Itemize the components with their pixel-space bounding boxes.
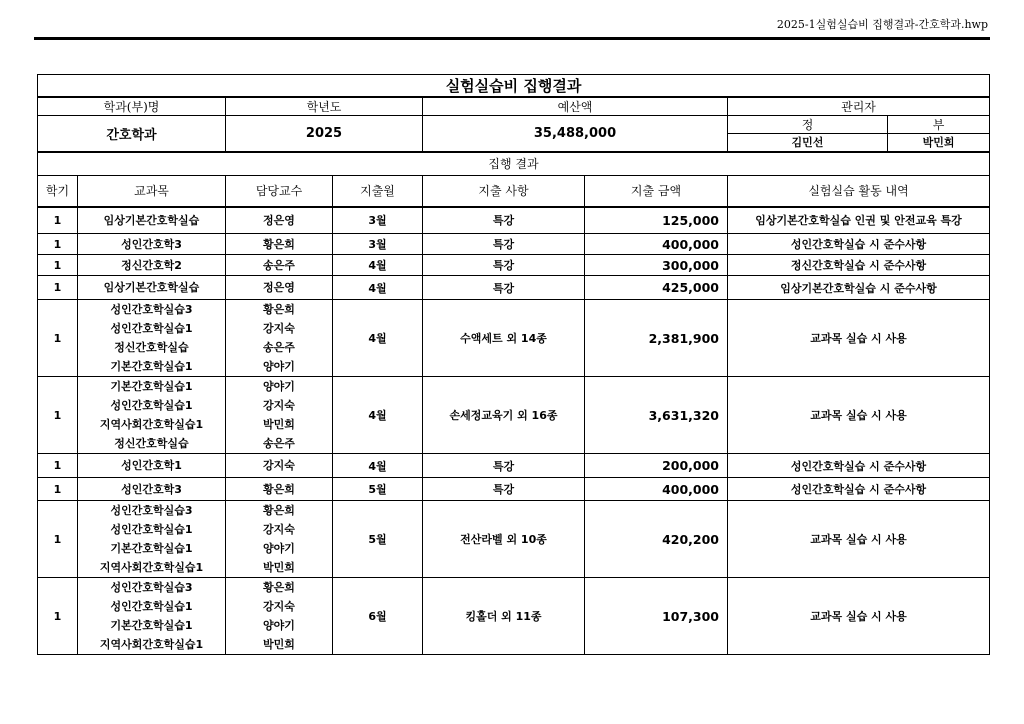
professor-cell-line: 박민희 [263,638,295,651]
subject-cell [78,454,226,478]
table-row [38,300,990,377]
professor-cell [226,478,333,501]
subject-cell-line: 지역사회간호학실습1 [99,418,204,431]
month-cell: 6월 [333,578,423,655]
month-cell: 3월 [333,234,423,255]
month-cell: 4월 [333,255,423,276]
section-label: 집행 결과 [38,152,990,176]
secondary-manager-label: 부 [888,116,990,134]
subject-cell-line: 성인간호학실습3 [110,303,193,316]
subject-cell [78,234,226,255]
professor-cell-line: 송은주 [263,437,295,450]
semester-cell: 1 [38,276,78,300]
table-row [38,255,990,276]
professor-cell-line: 강지숙 [263,600,295,613]
professor-cell [226,276,333,300]
subject-cell [78,255,226,276]
professor-cell-line: 강지숙 [263,523,295,536]
item-cell: 킹홀더 외 11종 [423,578,585,655]
subject-cell [78,300,226,377]
subject-cell-line: 기본간호학실습1 [110,619,193,632]
professor-cell [226,300,333,377]
table-row [38,234,990,255]
activity-cell: 교과목 실습 시 사용 [728,501,990,578]
budget-value: 35,488,000 [423,116,728,152]
month-cell: 4월 [333,276,423,300]
budget-label: 예산액 [423,97,728,116]
secondary-manager-name: 박민희 [888,134,990,152]
document-filename: 2025-1실험실습비 집행결과-간호학과.hwp [776,18,988,31]
header-rule [34,37,990,40]
month-cell: 5월 [333,478,423,501]
year-value: 2025 [226,116,423,152]
semester-cell: 1 [38,478,78,501]
month-cell: 4월 [333,377,423,454]
professor-cell-line: 양야기 [263,542,295,555]
subject-cell-line: 성인간호학1 [121,459,182,472]
table-row [38,501,990,578]
professor-cell-line: 황은희 [263,482,295,496]
amount-cell: 107,300 [585,578,728,655]
subject-cell-line: 성인간호학3 [121,237,182,251]
column-header: 교과목 [78,176,226,207]
semester-cell: 1 [38,377,78,454]
table-title: 실험실습비 집행결과 [38,75,990,98]
semester-cell: 1 [38,207,78,234]
subject-cell-line: 임상기본간호학실습 [103,213,200,227]
professor-cell-line: 황은희 [263,303,295,316]
activity-cell: 성인간호학실습 시 준수사항 [728,478,990,501]
amount-cell: 2,381,900 [585,300,728,377]
semester-cell: 1 [38,234,78,255]
table-row [38,578,990,655]
semester-cell: 1 [38,578,78,655]
primary-manager-label: 정 [728,116,888,134]
professor-cell-line: 양야기 [263,360,295,373]
amount-cell: 3,631,320 [585,377,728,454]
month-cell: 3월 [333,207,423,234]
item-cell: 특강 [423,207,585,234]
professor-cell-line: 강지숙 [263,399,295,412]
subject-cell [78,207,226,234]
professor-cell-line: 양야기 [263,619,295,632]
month-cell: 4월 [333,300,423,377]
dept-value: 간호학과 [38,116,226,152]
professor-cell [226,578,333,655]
year-label: 학년도 [226,97,423,116]
semester-cell: 1 [38,501,78,578]
subject-cell-line: 성인간호학실습3 [110,504,193,517]
item-cell: 손세정교육기 외 16종 [423,377,585,454]
professor-cell-line: 정은영 [263,281,295,294]
item-cell: 전산라벨 외 10종 [423,501,585,578]
activity-cell: 교과목 실습 시 사용 [728,377,990,454]
activity-cell: 임상기본간호학실습 인권 및 안전교육 특강 [728,207,990,234]
professor-cell-line: 황은희 [263,504,295,517]
subject-cell [78,478,226,501]
professor-cell-line: 송은주 [263,258,295,272]
semester-cell: 1 [38,300,78,377]
professor-cell-line: 박민희 [263,561,295,574]
subject-cell-line: 임상기본간호학실습 [103,281,200,294]
column-header: 실험실습 활동 내역 [728,176,990,207]
subject-cell-line: 성인간호학실습1 [110,322,193,335]
amount-cell: 425,000 [585,276,728,300]
item-cell: 특강 [423,276,585,300]
professor-cell-line: 강지숙 [263,322,295,335]
subject-cell-line: 성인간호학실습1 [110,399,193,412]
professor-cell-line: 강지숙 [263,459,295,472]
primary-manager-name: 김민선 [728,134,888,152]
column-header: 지출 금액 [585,176,728,207]
professor-cell [226,501,333,578]
professor-cell [226,454,333,478]
table-row [38,207,990,234]
amount-cell: 400,000 [585,478,728,501]
professor-cell-line: 박민희 [263,418,295,431]
activity-cell: 정신간호학실습 시 준수사항 [728,255,990,276]
dept-label: 학과(부)명 [38,97,226,116]
subject-cell [78,377,226,454]
table-row [38,377,990,454]
activity-cell: 성인간호학실습 시 준수사항 [728,234,990,255]
item-cell: 특강 [423,478,585,501]
item-cell: 특강 [423,255,585,276]
subject-cell-line: 정신간호학2 [121,258,182,272]
activity-cell: 교과목 실습 시 사용 [728,578,990,655]
amount-cell: 400,000 [585,234,728,255]
subject-cell-line: 성인간호학실습1 [110,600,193,613]
professor-cell-line: 양야기 [263,380,295,393]
amount-cell: 300,000 [585,255,728,276]
subject-cell-line: 성인간호학3 [121,482,182,496]
subject-cell [78,276,226,300]
table-row [38,478,990,501]
column-header: 담당교수 [226,176,333,207]
subject-cell-line: 기본간호학실습1 [110,360,193,373]
subject-cell-line: 성인간호학실습1 [110,523,193,536]
amount-cell: 420,200 [585,501,728,578]
item-cell: 수액세트 외 14종 [423,300,585,377]
amount-cell: 200,000 [585,454,728,478]
month-cell: 4월 [333,454,423,478]
subject-cell-line: 지역사회간호학실습1 [99,638,204,651]
month-cell: 5월 [333,501,423,578]
subject-cell-line: 정신간호학실습 [114,437,189,450]
subject-cell-line: 기본간호학실습1 [110,380,193,393]
table-row [38,454,990,478]
subject-cell-line: 지역사회간호학실습1 [99,561,204,574]
subject-cell-line: 성인간호학실습3 [110,581,193,594]
professor-cell-line: 황은희 [263,237,295,251]
activity-cell: 교과목 실습 시 사용 [728,300,990,377]
amount-cell: 125,000 [585,207,728,234]
professor-cell [226,377,333,454]
item-cell: 특강 [423,454,585,478]
column-header: 지출 사항 [423,176,585,207]
activity-cell: 성인간호학실습 시 준수사항 [728,454,990,478]
semester-cell: 1 [38,454,78,478]
subject-cell-line: 기본간호학실습1 [110,542,193,555]
professor-cell [226,234,333,255]
table-row [38,276,990,300]
subject-cell [78,501,226,578]
column-header: 지출월 [333,176,423,207]
column-header: 학기 [38,176,78,207]
subject-cell-line: 정신간호학실습 [114,341,189,354]
professor-cell-line: 황은희 [263,581,295,594]
professor-cell [226,207,333,234]
item-cell: 특강 [423,234,585,255]
activity-cell: 임상기본간호학실습 시 준수사항 [728,276,990,300]
professor-cell-line: 정은영 [263,213,295,227]
professor-cell-line: 송은주 [263,341,295,354]
expenditure-table [37,74,990,655]
subject-cell [78,578,226,655]
manager-label: 관리자 [728,97,990,116]
semester-cell: 1 [38,255,78,276]
professor-cell [226,255,333,276]
